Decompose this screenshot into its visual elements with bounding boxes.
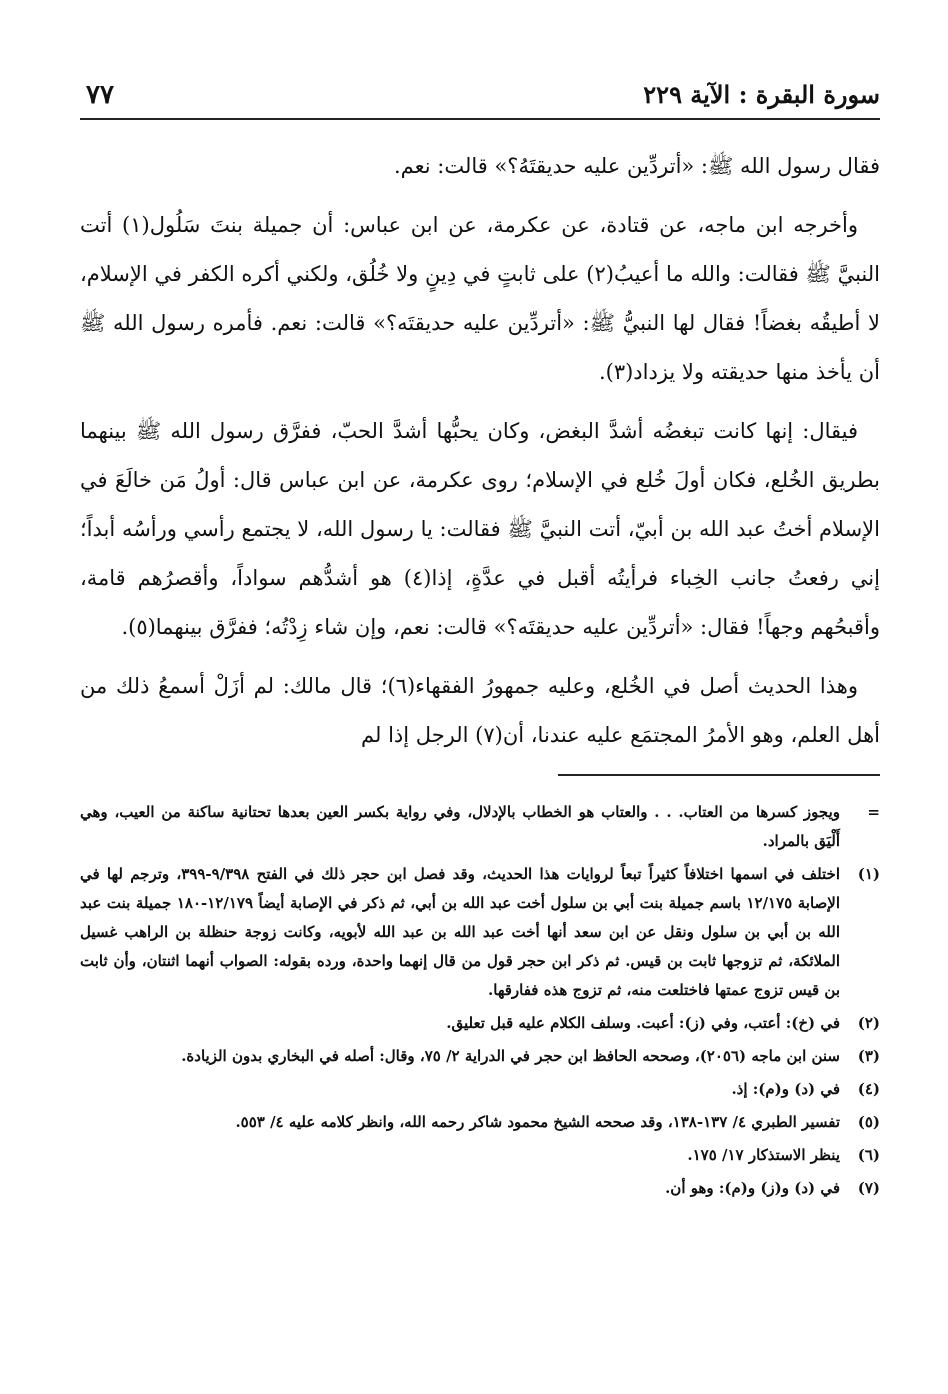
paragraph-3: فيقال: إنها كانت تبغضُه أشدَّ البغض، وكان يحبُّها أشدَّ الحبّ، ففرَّق رسول الله ﷺ بينهما بطريق الخُلع، فكان أولَ خُلع في الإسلام؛ روى عكرمة، عن ابن عباس قال: أولُ مَن خالَعَ في الإسلام أختُ عبد الله بن أبيّ، أتت النبيَّ ﷺ فقالت: يا رسول الله، لا يجتمع رأسي ورأسُه أبداً؛ إني رفعتُ جانب الخِباء فرأيتُه أقبل في عدَّةٍ، إذا(٤) هو أشدُّهم سواداً، وأقصرُهم قامة، وأقبحُهم وجهاً! فقال: «أتردِّين عليه حديقتَه؟» قالت: نعم، وإن شاء زِدْتُه؛ ففرَّق بينهما(٥). [80,419,880,639]
paragraph-4: وهذا الحديث أصل في الخُلع، وعليه جمهورُ الفقهاء(٦)؛ قال مالك: لم أزَلْ أسمعُ ذلك من أهل العلم، وهو الأمرُ المجتمَع عليه عندنا، أن(٧) الرجل إذا لم [80,674,880,747]
surah-verse-title: سورة البقرة : الآية ٢٢٩ [643,80,880,109]
footnote-mark: (٥) [857,1113,880,1131]
footnote-text: اختلف في اسمها اختلافاً كثيراً تبعاً لروايات هذا الحديث، وقد فصل ابن حجر ذلك في الفتح ٩/٣٩٨-٣٩٩، وترجم لها في الإصابة ١٢/١٧٥ باسم جميلة بنت أبي بن سلول أخت عبد الله بن أبي، ثم ذكر في الإصابة أيضاً ١٢/١٧٩-١٨٠ جميلة بنت عبد الله بن أبي بن سلول ونقل عن ابن سعد أنها أخت عبد الله بن عبد الله لأبويه، وكانت زوجة حنظلة بن الراهب غسيل الملائكة، ثم تزوجها ثابت بن قيس. ثم ذكر ابن حجر قول من قال إنهما واحدة، ورده بقوله: الصواب أنهما اثنتان، وأن ثابت بن قيس تزوج عمتها فاختلعت منه، ثم تزوج هذه ففارقها. [80,865,840,999]
footnote-7 [80,1174,880,1203]
footnote-2 [80,1009,880,1038]
footnote-text: تفسير الطبري ٤/ ١٣٧-١٣٨، وقد صححه الشيخ محمود شاكر رحمه الله، وانظر كلامه عليه ٤/ ٥٥٣. [235,1113,840,1131]
footnote-text: في (خ): أعتب، وفي (ز): أعبت. وسلف الكلام عليه قبل تعليق. [446,1014,840,1032]
footnote-3 [80,1042,880,1071]
footnote-separator [558,774,880,776]
footnote-6 [80,1141,880,1170]
footnote-mark: (٣) [857,1047,880,1065]
footnote-4 [80,1075,880,1104]
footnote-continuation [80,798,880,856]
footnote-text: سنن ابن ماجه (٢٠٥٦)، وصححه الحافظ ابن حجر في الدراية ٢/ ٧٥، وقال: أصله في البخاري بدون الزيادة. [181,1047,840,1065]
footnote-mark: (٦) [857,1146,880,1164]
footnote-mark: (١) [857,865,880,883]
footnote-mark: (٢) [857,1014,880,1032]
footnote-text: ينظر الاستذكار ١٧/ ١٧٥. [687,1146,840,1164]
running-header [80,74,880,120]
main-text [80,142,880,760]
paragraph-1: فقال رسول الله ﷺ: «أتردِّين عليه حديقتَهُ؟» قالت: نعم. [393,154,880,178]
footnotes [80,798,880,1203]
footnote-5 [80,1108,880,1137]
footnote-mark: (٤) [857,1080,880,1098]
paragraph-2: وأخرجه ابن ماجه، عن قتادة، عن عكرمة، عن ابن عباس: أن جميلة بنتَ سَلُول(١) أتت النبيَّ ﷺ فقالت: والله ما أعيبُ(٢) على ثابتٍ في دِينٍ ولا خُلُق، ولكني أكره الكفر في الإسلام، لا أطيقُه بغضاً! فقال لها النبيُّ ﷺ: «أتردِّين عليه حديقتَه؟» قالت: نعم. فأمره رسول الله ﷺ أن يأخذ منها حديقته ولا يزداد(٣). [80,213,880,384]
book-page [80,74,880,1207]
footnote-text: في (د) و(م): إذ. [731,1080,840,1098]
footnote-1 [80,860,880,1005]
footnote-text: في (د) و(ز) و(م): وهو أن. [665,1179,840,1197]
footnote-mark: = [867,803,880,821]
footnote-mark: (٧) [857,1179,880,1197]
footnote-text: ويجوز كسرها من العتاب. . . والعتاب هو الخطاب بالإدلال، وفي رواية بكسر العين بعدها تحتانية ساكنة من العيب، وهي أَلْيَق بالمراد. [80,803,840,850]
page-number: ٧٧ [86,80,114,110]
